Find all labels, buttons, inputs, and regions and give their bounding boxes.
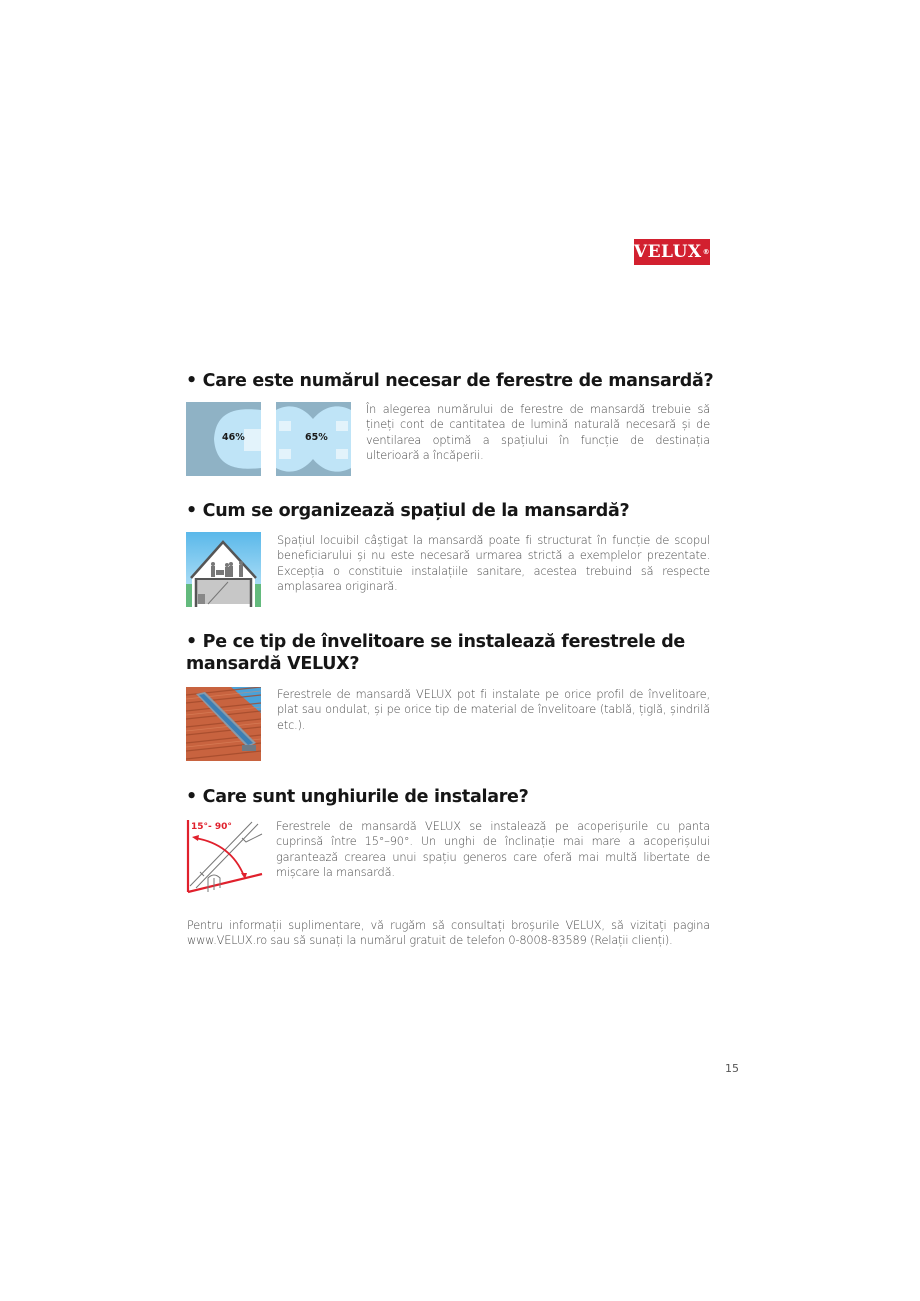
daylight-percentage-label: 65% <box>305 432 328 443</box>
angle-range-label: 15°- 90° <box>191 822 232 832</box>
section-heading-roofing-type: • Pe ce tip de învelitoare se instalează ferestrele de mansardă VELUX? <box>186 632 685 674</box>
daylight-four-windows-diagram-icon <box>276 402 351 476</box>
roof-window-tiles-photo-icon <box>186 687 261 761</box>
section-heading-space-organization: • Cum se organizează spațiul de la mansardă? <box>186 501 630 521</box>
daylight-one-window-diagram-icon <box>186 402 261 476</box>
footer-contact-note: Pentru informații suplimentare, vă rugăm să consultați broșurile VELUX, să vizitați pagina www.VELUX.ro sau să sunați la numărul gratuit de telefon 0-8008-83589 (Relații clienți). <box>187 919 710 948</box>
page-number: 15 <box>725 1062 739 1075</box>
registered-mark: ® <box>702 248 711 256</box>
daylight-percentage-label: 46% <box>222 432 245 443</box>
section-body-space-organization: Spațiul locuibil câștigat la mansardă poate fi structurat în funcție de scopul beneficiarului și nu este necesară urmarea strictă a exemplelor prezentate. Excepția o constituie instalațiile sanitare, acestea trebuind să respecte amplasarea originară. <box>277 534 710 594</box>
logo-text: VELUX <box>633 242 702 262</box>
section-heading-installation-angles: • Care sunt unghiurile de instalare? <box>186 787 529 807</box>
section-body-window-count: În alegerea numărului de ferestre de mansardă trebuie să țineți cont de cantitatea de lumină naturală necesară și de ventilarea optimă a spațiului în funcție de destinația ulterioară a încăperii. <box>366 403 710 463</box>
section-body-roofing-type: Ferestrele de mansardă VELUX pot fi instalate pe orice profil de învelitoare, plat sau ondulat, și pe orice tip de material de învelitoare (tablă, țiglă, șindrilă etc.). <box>277 688 710 732</box>
section-heading-window-count: • Care este numărul necesar de ferestre de mansardă? <box>186 371 714 391</box>
installation-angle-diagram-icon <box>186 818 264 894</box>
velux-logo <box>634 239 710 265</box>
attic-house-cross-section-icon <box>186 532 261 607</box>
section-body-installation-angles: Ferestrele de mansardă VELUX se instalează pe acoperișurile cu panta cuprinsă între 15°–90°. Un unghi de înclinație mai mare a acoperișului garantează crearea unui spațiu generos care oferă mai multă libertate de mișcare la mansardă. <box>276 820 710 880</box>
